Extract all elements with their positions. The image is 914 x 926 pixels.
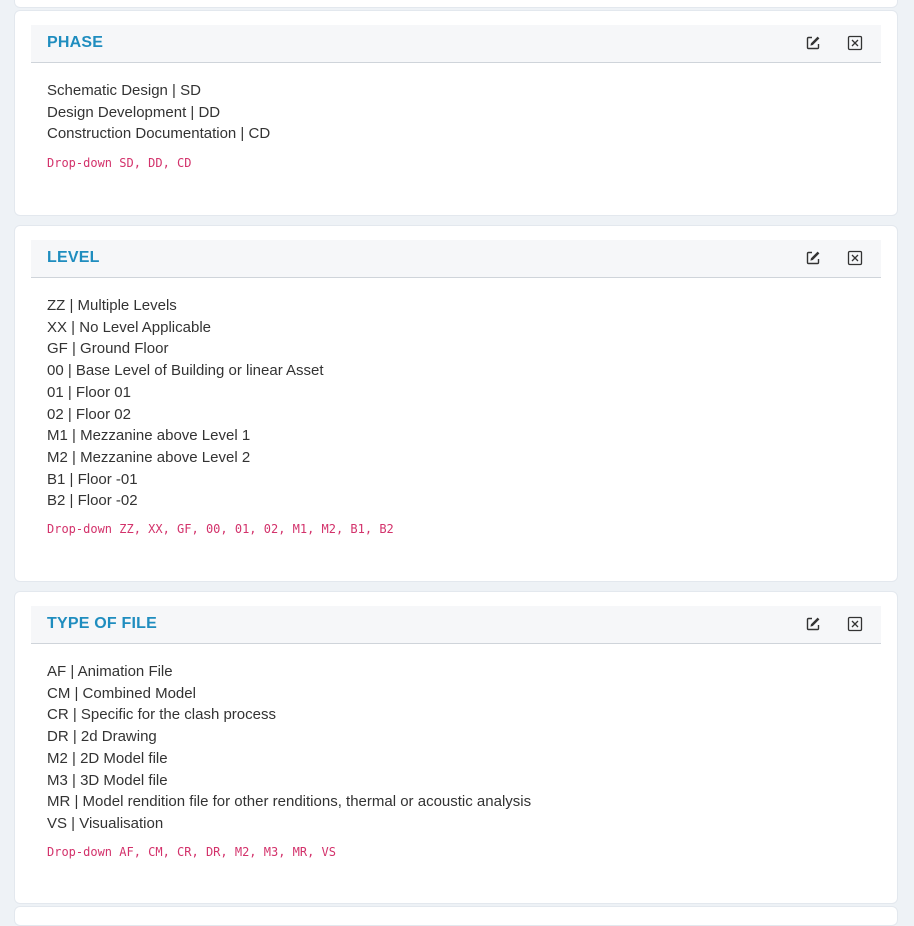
- list-item: M2 | 2D Model file: [47, 749, 168, 767]
- level-title: LEVEL: [47, 249, 100, 266]
- list-item: ZZ | Multiple Levels: [47, 297, 177, 314]
- type-of-file-option-list: [47, 661, 531, 835]
- type-of-file-card: [14, 591, 898, 904]
- list-item: VS | Visualisation: [47, 814, 164, 832]
- close-icon[interactable]: [847, 35, 863, 51]
- type-of-file-dropdown-note: Drop-down AF, CM, CR, DR, M2, M3, MR, VS: [47, 845, 336, 859]
- list-item: XX | No Level Applicable: [47, 318, 211, 336]
- phase-option-list: [47, 80, 270, 145]
- edit-icon[interactable]: [805, 250, 821, 266]
- edit-icon[interactable]: [805, 35, 821, 51]
- card-partial-bottom: [14, 906, 898, 926]
- list-item: 01 | Floor 01: [47, 383, 131, 401]
- list-item: Design Development | DD: [47, 103, 221, 121]
- list-item: GF | Ground Floor: [47, 340, 169, 358]
- list-item: CM | Combined Model: [47, 684, 196, 702]
- level-dropdown-note: Drop-down ZZ, XX, GF, 00, 01, 02, M1, M2, B1, B2: [47, 522, 394, 536]
- list-item: Construction Documentation | CD: [47, 125, 271, 143]
- list-item: M3 | 3D Model file: [47, 771, 168, 789]
- close-icon[interactable]: [847, 250, 863, 266]
- level-card-header: [31, 240, 881, 278]
- list-item: CR | Specific for the clash process: [47, 706, 276, 724]
- list-item: Schematic Design | SD: [47, 82, 201, 99]
- list-item: MR | Model rendition file for other renditions, thermal or acoustic analysis: [47, 793, 532, 811]
- list-item: B2 | Floor -02: [47, 492, 138, 510]
- list-item: AF | Animation File: [47, 663, 173, 680]
- phase-card-header: [31, 25, 881, 63]
- list-item: 00 | Base Level of Building or linear Asset: [47, 362, 324, 380]
- list-item: M1 | Mezzanine above Level 1: [47, 427, 251, 445]
- phase-card: [14, 10, 898, 216]
- phase-title: PHASE: [47, 34, 104, 51]
- level-option-list: [47, 295, 324, 512]
- list-item: B1 | Floor -01: [47, 470, 138, 488]
- card-partial-top: [14, 0, 898, 8]
- type-of-file-card-header: [31, 606, 881, 644]
- level-card: [14, 225, 898, 582]
- list-item: DR | 2d Drawing: [47, 728, 157, 746]
- list-item: 02 | Floor 02: [47, 405, 131, 423]
- type-of-file-title: TYPE OF FILE: [47, 615, 157, 632]
- list-item: M2 | Mezzanine above Level 2: [47, 448, 251, 466]
- edit-icon[interactable]: [805, 616, 821, 632]
- close-icon[interactable]: [847, 616, 863, 632]
- phase-dropdown-note: Drop-down SD, DD, CD: [47, 156, 192, 170]
